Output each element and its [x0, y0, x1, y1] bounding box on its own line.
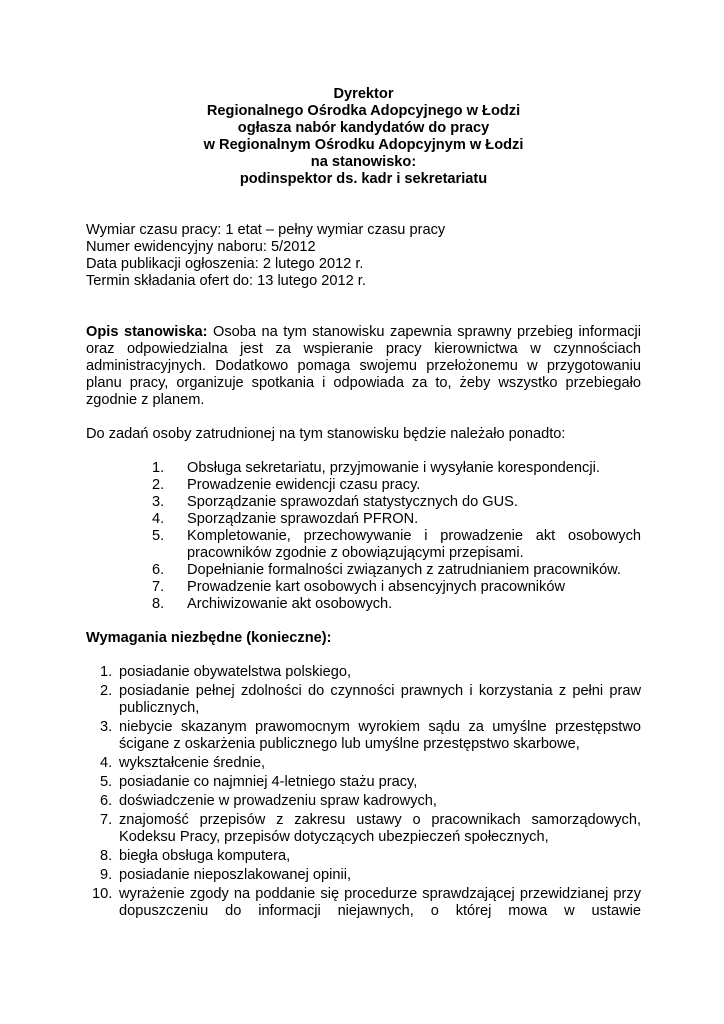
- header-line: Dyrektor: [333, 86, 394, 102]
- header-line: Regionalnego Ośrodka Adopcyjnego w Łodzi: [206, 103, 521, 119]
- header-line: ogłasza nabór kandydatów do pracy: [237, 120, 490, 136]
- duties-intro: Do zadań osoby zatrudnionej na tym stanowisku będzie należało ponadto:: [86, 426, 566, 442]
- recruitment-details: [86, 222, 641, 290]
- item-text: znajomość przepisów z zakresu ustawy o pracownikach samorządowych, Kodeksu Pracy, przepisów dotyczących ubezpieczeń społecznych,: [119, 812, 641, 845]
- item-number: 7.: [152, 579, 165, 595]
- item-text: posiadanie co najmniej 4-letniego stażu pracy,: [119, 774, 418, 790]
- list-item: [86, 812, 641, 846]
- list-item: [86, 683, 641, 717]
- list-item: [86, 477, 641, 494]
- item-number: 6.: [100, 793, 113, 809]
- item-text: Sporządzanie sprawozdań PFRON.: [187, 511, 419, 527]
- announcement-header: [86, 86, 641, 188]
- deadline: Termin składania ofert do: 13 lutego 2012 r.: [86, 273, 366, 289]
- item-text: wyrażenie zgody na poddanie się procedurze sprawdzającej przewidzianej przy dopuszczeniu do informacji niejawnych, o której mowa w ustawie: [119, 886, 641, 919]
- list-item: [86, 579, 641, 596]
- header-line: na stanowisko:: [310, 154, 417, 170]
- item-number: 1.: [152, 460, 165, 476]
- list-item: [86, 774, 641, 791]
- item-number: 5.: [152, 528, 165, 544]
- item-text: posiadanie obywatelstwa polskiego,: [119, 664, 352, 680]
- description-text: Osoba na tym stanowisku zapewnia sprawny przebieg informacji oraz odpowiedzialna jest za wspieranie pracy kierownictwa w czynnościach administracyjnych. Dodatkowo pomaga swojemu przełożonemu w przygotowaniu planu pracy, organizuje spotkania i odpowiada za to, żeby wszystko przebiegało zgodnie z planem.: [86, 324, 642, 408]
- item-number: 4.: [152, 511, 165, 527]
- item-text: wykształcenie średnie,: [119, 755, 266, 771]
- description-label: Opis stanowiska:: [86, 324, 208, 340]
- list-item: [86, 596, 641, 613]
- list-item: [86, 528, 641, 562]
- list-item: [86, 867, 641, 884]
- item-text: doświadczenie w prowadzeniu spraw kadrowych,: [119, 793, 437, 809]
- item-text: Kompletowanie, przechowywanie i prowadzenie akt osobowych pracowników zgodnie z obowiązującymi przepisami.: [187, 528, 641, 561]
- item-number: 6.: [152, 562, 165, 578]
- item-text: Archiwizowanie akt osobowych.: [187, 596, 393, 612]
- publication-date: Data publikacji ogłoszenia: 2 lutego 2012 r.: [86, 256, 364, 272]
- position-description: [86, 324, 641, 409]
- list-item: [86, 494, 641, 511]
- item-number: 2.: [100, 683, 113, 699]
- item-text: Prowadzenie ewidencji czasu pracy.: [187, 477, 421, 493]
- list-item: [86, 755, 641, 772]
- item-number: 1.: [100, 664, 113, 680]
- list-item: [86, 664, 641, 681]
- item-number: 9.: [100, 867, 113, 883]
- duties-list: [86, 460, 641, 613]
- item-number: 4.: [100, 755, 113, 771]
- item-text: Prowadzenie kart osobowych i absencyjnych pracowników: [187, 579, 566, 595]
- list-item: [86, 886, 641, 920]
- item-number: 8.: [100, 848, 113, 864]
- list-item: [86, 719, 641, 753]
- list-item: [86, 562, 641, 579]
- item-text: Dopełnianie formalności związanych z zatrudnianiem pracowników.: [187, 562, 621, 578]
- item-number: 8.: [152, 596, 165, 612]
- list-item: [86, 848, 641, 865]
- item-text: biegła obsługa komputera,: [119, 848, 291, 864]
- list-item: [86, 793, 641, 810]
- list-item: [86, 460, 641, 477]
- item-number: 3.: [152, 494, 165, 510]
- requirements-heading: Wymagania niezbędne (konieczne):: [86, 630, 332, 646]
- document-page: [86, 86, 641, 922]
- item-text: posiadanie pełnej zdolności do czynności prawnych i korzystania z pełni praw publicznych,: [119, 683, 641, 716]
- working-time: Wymiar czasu pracy: 1 etat – pełny wymiar czasu pracy: [86, 222, 446, 238]
- item-number: 3.: [100, 719, 113, 735]
- item-number: 7.: [100, 812, 113, 828]
- item-text: Sporządzanie sprawozdań statystycznych do GUS.: [187, 494, 518, 510]
- item-text: posiadanie nieposzlakowanej opinii,: [119, 867, 352, 883]
- item-number: 10.: [92, 886, 113, 902]
- recruitment-number: Numer ewidencyjny naboru: 5/2012: [86, 239, 316, 255]
- header-line: podinspektor ds. kadr i sekretariatu: [239, 171, 488, 187]
- requirements-list: [86, 664, 641, 920]
- header-line: w Regionalnym Ośrodku Adopcyjnym w Łodzi: [203, 137, 524, 153]
- item-text: Obsługa sekretariatu, przyjmowanie i wysyłanie korespondencji.: [187, 460, 600, 476]
- item-number: 5.: [100, 774, 113, 790]
- item-text: niebycie skazanym prawomocnym wyrokiem sądu za umyślne przestępstwo ścigane z oskarżenia publicznego lub umyślne przestępstwo skarbowe,: [119, 719, 641, 752]
- item-number: 2.: [152, 477, 165, 493]
- list-item: [86, 511, 641, 528]
